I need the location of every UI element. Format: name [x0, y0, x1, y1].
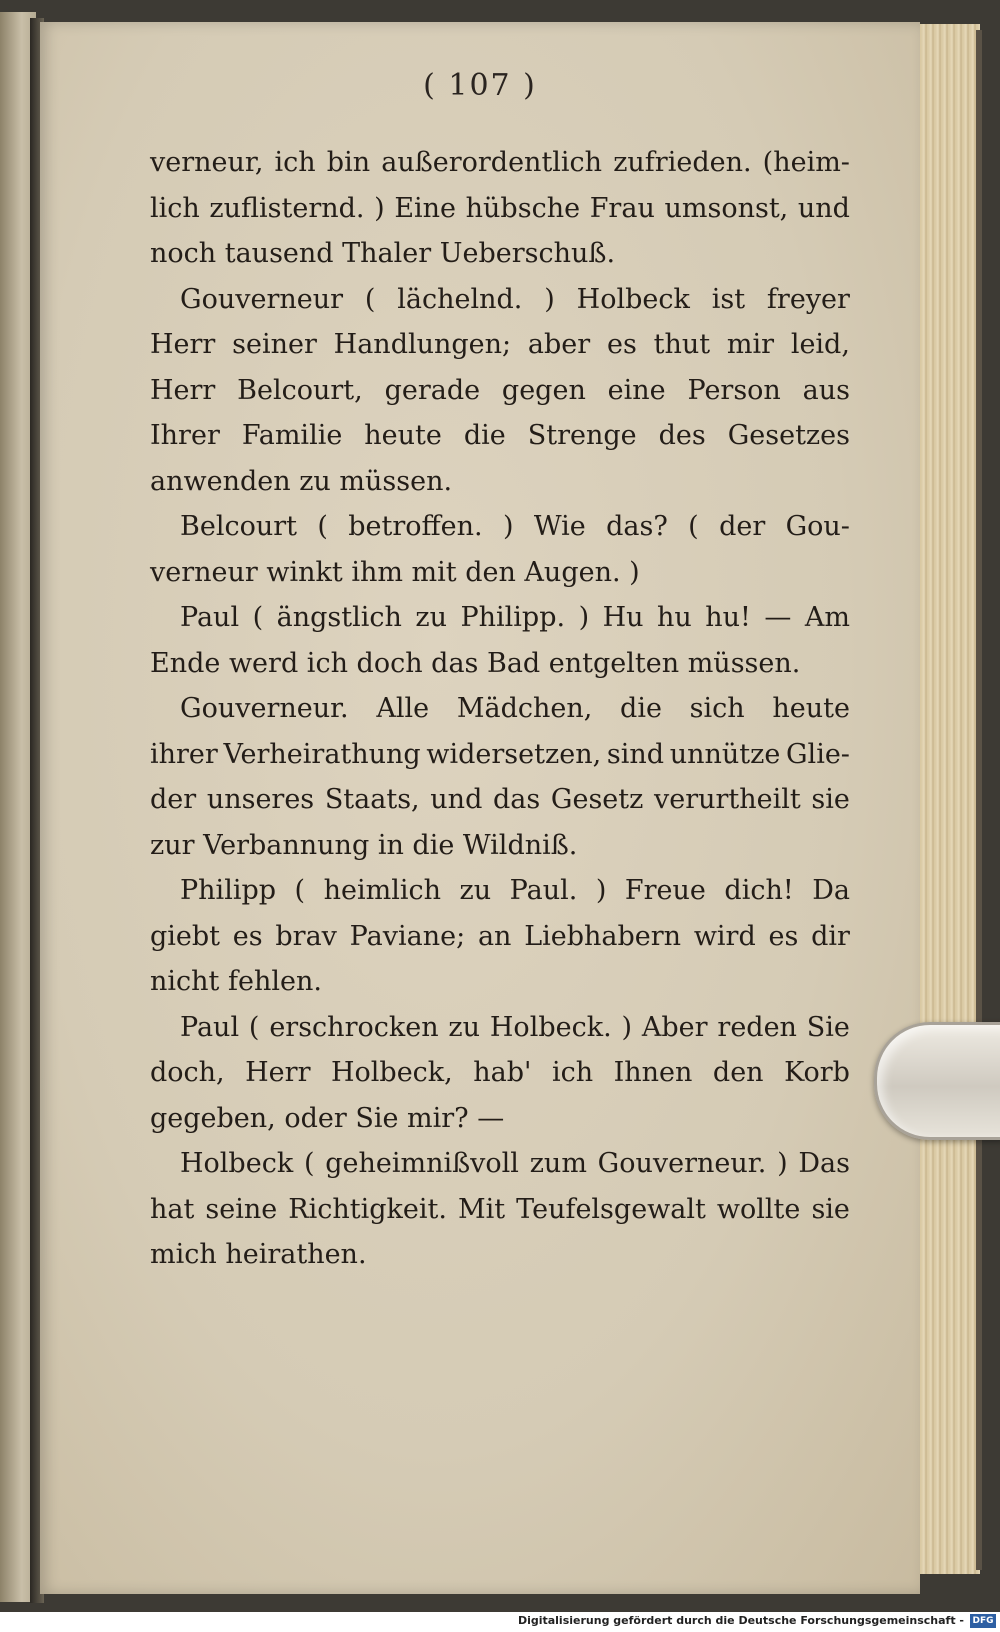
text-line: mich heirathen. — [150, 1239, 367, 1270]
text-line: Ende werd ich doch das Bad entgelten müssen. — [150, 647, 801, 679]
text-line: verneur winkt ihm mit den Augen. ) — [150, 556, 640, 588]
text-line: lich zuflisternd. ) Eine hübsche Frau umsonst, und — [150, 192, 850, 224]
funding-credit: Digitalisierung gefördert durch die Deutsche Forschungsgemeinschaft - — [517, 1614, 964, 1627]
text-line: Herr Belcourt, gerade gegen eine Person aus — [150, 374, 850, 406]
page-block-edges — [912, 24, 980, 1574]
text-line: der unseres Staats, und das Gesetz verurtheilt sie — [150, 784, 850, 815]
text-line: Philipp ( heimlich zu Paul. ) Freue dich! Da — [180, 875, 850, 906]
text-line: Herr seiner Handlungen; aber es thut mir leid, — [150, 329, 850, 360]
text-line: giebt es brav Paviane; an Liebhabern wird es dir — [150, 920, 850, 952]
text-line: Paul ( ängstlich zu Philipp. ) Hu hu hu! — Am — [180, 602, 850, 633]
text-line: Holbeck ( geheimnißvoll zum Gouverneur. ) Das — [180, 1148, 850, 1179]
text-line: verneur, ich bin außerordentlich zufrieden. (heim- — [150, 147, 850, 178]
text-line: Ihrer Familie heute die Strenge des Gesetzes — [150, 420, 850, 451]
book-page — [40, 22, 920, 1594]
book-edge-shadow — [976, 30, 982, 1570]
page-number: ( 107 ) — [423, 68, 537, 103]
dfg-logo: DFG — [970, 1614, 996, 1628]
text-line: nicht fehlen. — [150, 966, 322, 997]
text-line: Belcourt ( betroffen. ) Wie das? ( der Gou- — [180, 511, 850, 542]
text-line: ihrer Verheirathung widersetzen, sind unnütze Glie- — [150, 738, 850, 770]
text-line: doch, Herr Holbeck, hab' ich Ihnen den Korb — [150, 1057, 850, 1088]
text-line: Paul ( erschrocken zu Holbeck. ) Aber reden Sie — [180, 1011, 850, 1043]
text-line: Gouverneur ( lächelnd. ) Holbeck ist freyer — [180, 283, 850, 315]
page-text — [150, 140, 850, 1278]
text-line: hat seine Richtigkeit. Mit Teufelsgewalt wollte sie — [150, 1193, 850, 1225]
text-line: zur Verbannung in die Wildniß. — [150, 829, 578, 861]
page-holder-clip — [874, 1022, 1000, 1140]
text-line: gegeben, oder Sie mir? — — [150, 1102, 505, 1134]
text-line: noch tausend Thaler Ueberschuß. — [150, 238, 616, 269]
text-line: anwenden zu müssen. — [150, 465, 453, 497]
text-line: Gouverneur. Alle Mädchen, die sich heute — [180, 693, 850, 724]
